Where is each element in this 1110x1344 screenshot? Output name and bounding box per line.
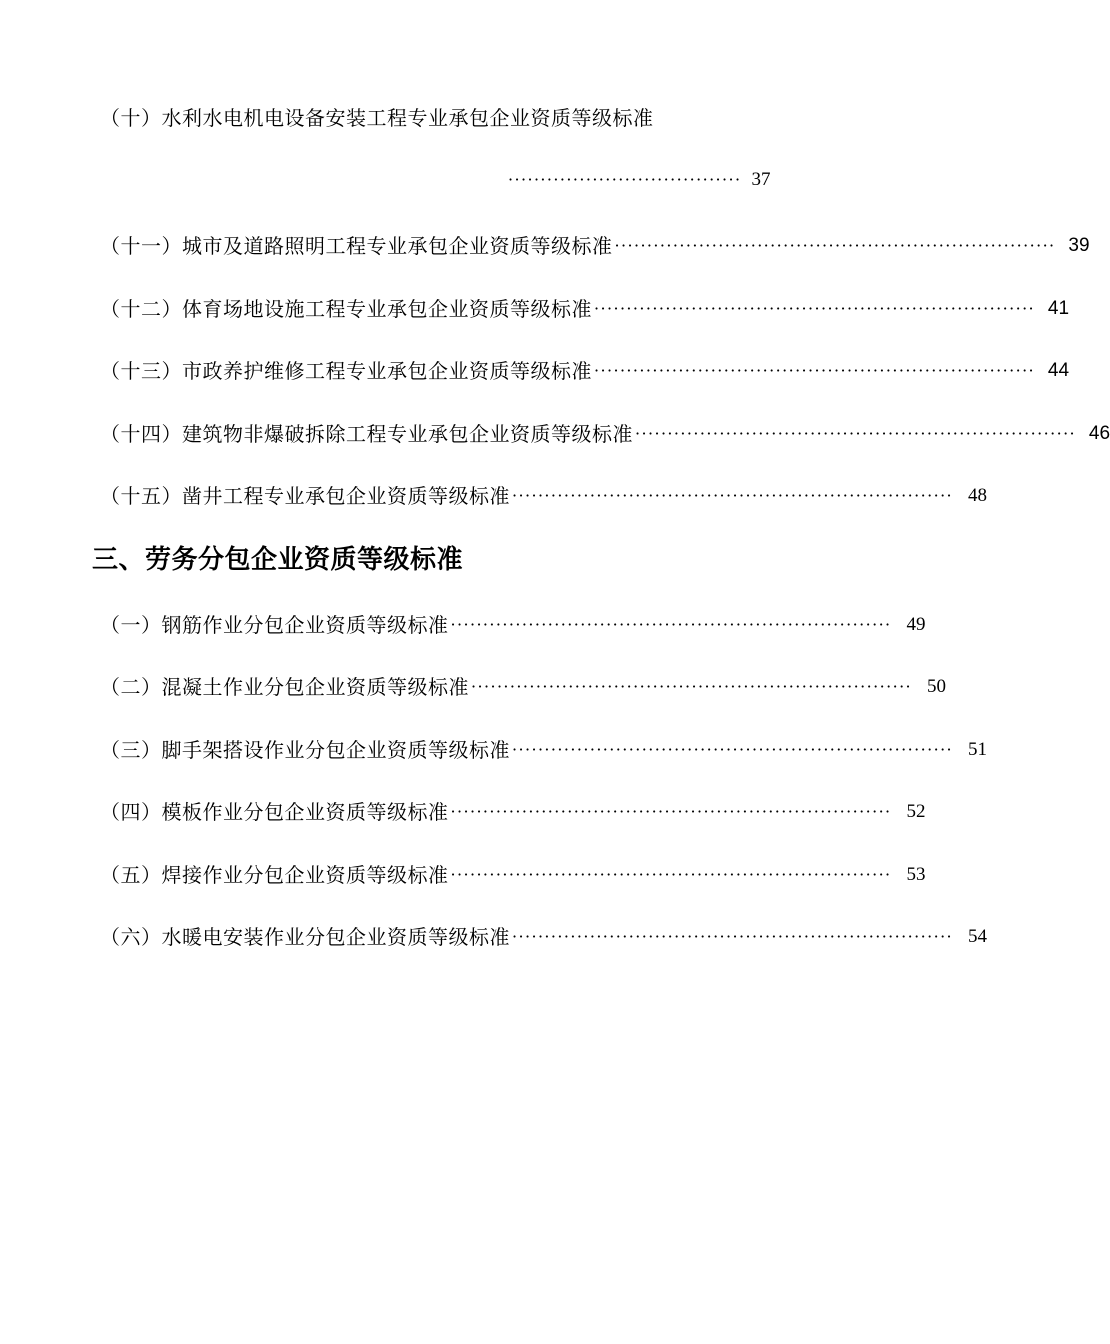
toc-entry-13[interactable] xyxy=(100,356,1070,386)
dot-leader: ···································································· xyxy=(594,299,1036,318)
toc-entry-10-continuation[interactable] xyxy=(508,165,771,195)
toc-entry-text: （五）焊接作业分包企业资质等级标准 xyxy=(100,863,449,887)
dot-leader: ···································································· xyxy=(614,236,1056,255)
toc-entry-3-2[interactable] xyxy=(100,672,947,702)
toc-entry-11[interactable] xyxy=(100,231,1090,261)
toc-entry-3-4[interactable] xyxy=(100,797,926,827)
toc-page-number: 49 xyxy=(906,614,926,635)
toc-page-number: 52 xyxy=(906,801,926,822)
toc-page-number: 51 xyxy=(968,739,988,760)
toc-page-number: 41 xyxy=(1047,298,1070,319)
toc-page-number: 44 xyxy=(1047,360,1070,381)
toc-entry-text: （二）混凝土作业分包企业资质等级标准 xyxy=(100,675,469,699)
toc-page-number: 50 xyxy=(927,676,947,697)
toc-page-number: 46 xyxy=(1088,423,1110,444)
toc-entry-3-3[interactable] xyxy=(100,735,988,765)
toc-entry-text: （一）钢筋作业分包企业资质等级标准 xyxy=(100,613,449,637)
toc-page-number: 53 xyxy=(906,864,926,885)
dot-leader: ···································································· xyxy=(594,361,1036,380)
toc-page-number: 39 xyxy=(1068,235,1090,256)
dot-leader: ···································································· xyxy=(512,740,954,759)
toc-entry-text: （十四）建筑物非爆破拆除工程专业承包企业资质等级标准 xyxy=(100,422,633,446)
toc-entry-text: （十二）体育场地设施工程专业承包企业资质等级标准 xyxy=(100,297,592,321)
dot-leader: ···································································· xyxy=(512,927,954,946)
toc-entry-3-6[interactable] xyxy=(100,922,988,952)
toc-entry-3-1[interactable] xyxy=(100,610,926,640)
toc-entry-text: （十三）市政养护维修工程专业承包企业资质等级标准 xyxy=(100,359,592,383)
toc-entry-10[interactable] xyxy=(100,103,750,133)
toc-page-number: 37 xyxy=(751,169,771,190)
dot-leader: ···································································· xyxy=(512,486,954,505)
dot-leader: ···································································· xyxy=(450,615,892,634)
toc-entry-15[interactable] xyxy=(100,481,988,511)
toc-entry-text: （十五）凿井工程专业承包企业资质等级标准 xyxy=(100,484,510,508)
dot-leader: ···································································· xyxy=(450,802,892,821)
dot-leader: ···································································· xyxy=(471,677,913,696)
toc-entry-3-5[interactable] xyxy=(100,860,926,890)
dot-leader: ···································································· xyxy=(450,865,892,884)
section-heading[interactable]: 三、劳务分包企业资质等级标准 xyxy=(92,545,464,575)
toc-entry-12[interactable] xyxy=(100,294,1070,324)
dot-leader: ···································································· xyxy=(635,424,1077,443)
toc-entry-text: （十）水利水电机电设备安装工程专业承包企业资质等级标准 xyxy=(100,106,654,130)
toc-entry-text: （六）水暖电安装作业分包企业资质等级标准 xyxy=(100,925,510,949)
toc-entry-text: （三）脚手架搭设作业分包企业资质等级标准 xyxy=(100,738,510,762)
toc-page-number: 48 xyxy=(968,485,988,506)
toc-page-number: 54 xyxy=(968,926,988,947)
toc-entry-text: （十一）城市及道路照明工程专业承包企业资质等级标准 xyxy=(100,234,613,258)
toc-entry-text: （四）模板作业分包企业资质等级标准 xyxy=(100,800,449,824)
toc-entry-14[interactable] xyxy=(100,419,1110,449)
dot-leader: ···································· xyxy=(508,170,742,189)
